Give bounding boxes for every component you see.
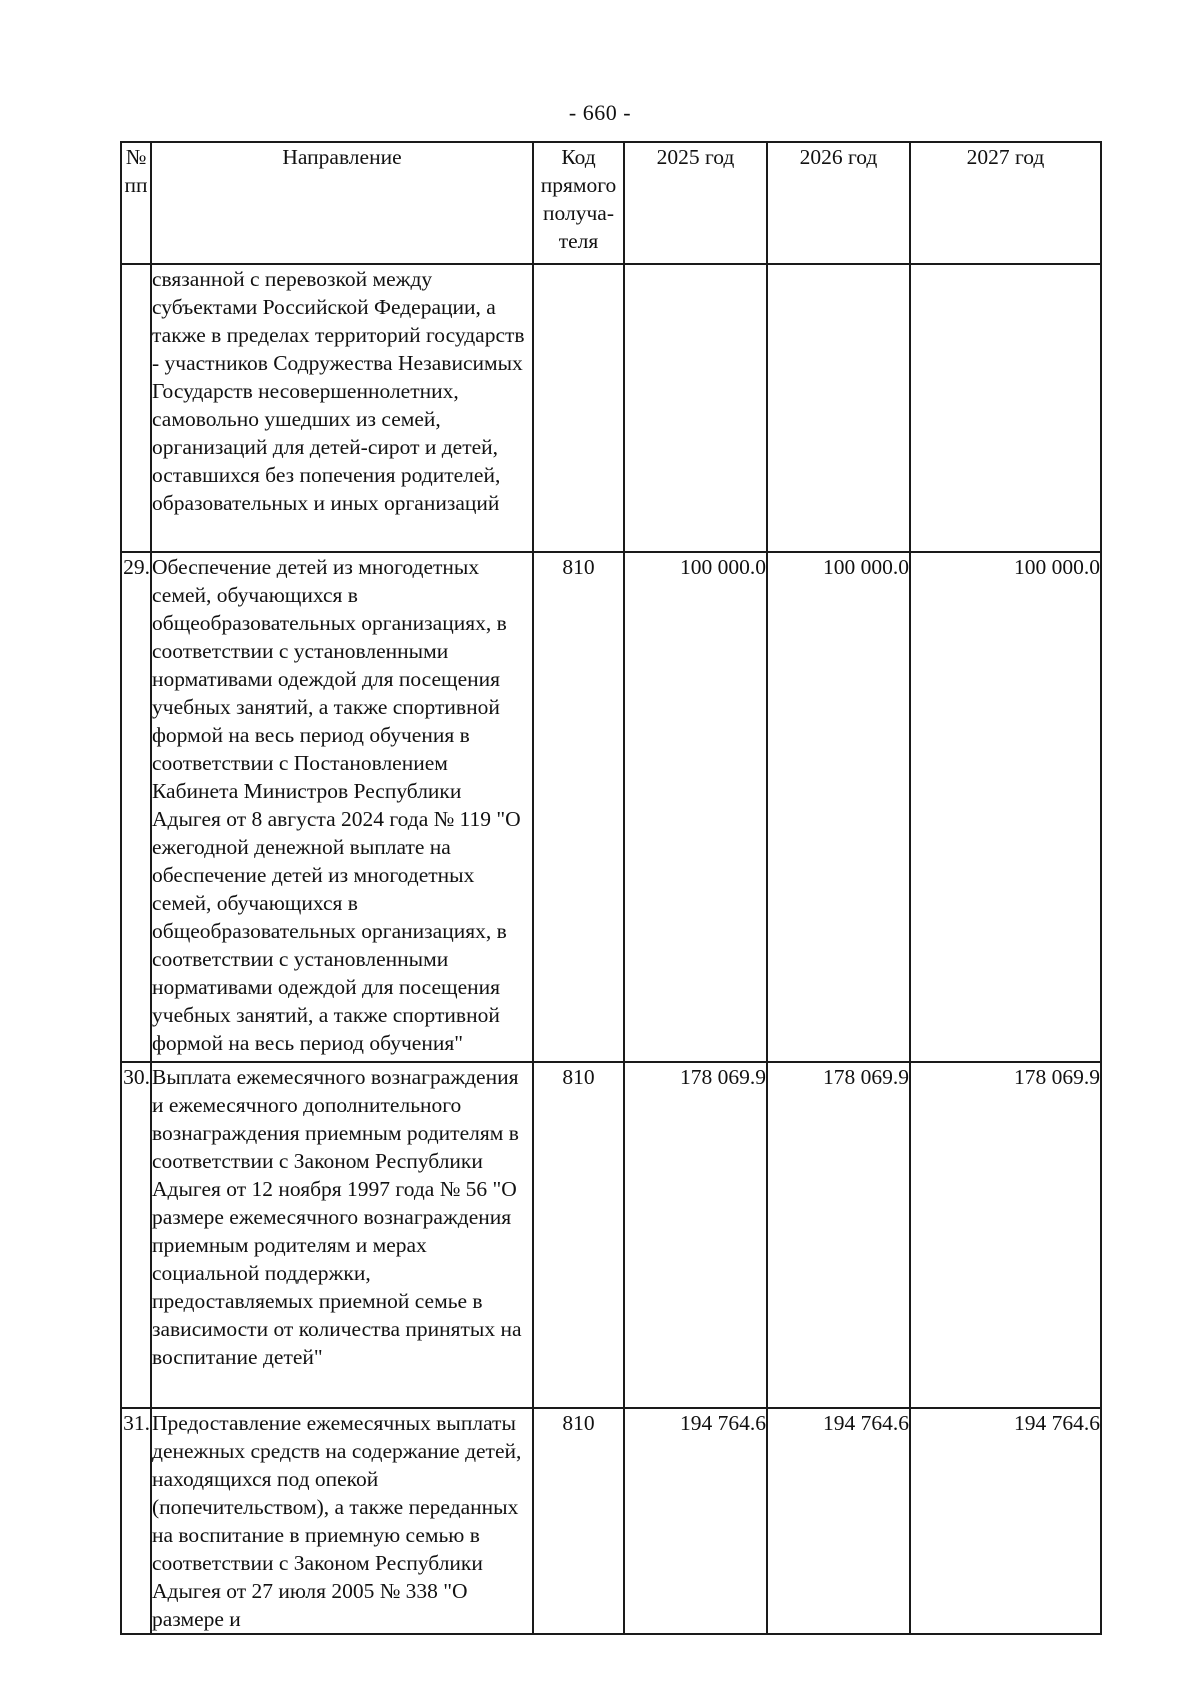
table-row <box>121 264 1101 552</box>
row-value-2025 <box>624 264 767 552</box>
row-value-2025: 178 069.9 <box>624 1062 767 1408</box>
row-value-2025: 100 000.0 <box>624 552 767 1062</box>
header-code: Код прямого получа-теля <box>533 142 624 264</box>
row-value-2025: 194 764.6 <box>624 1408 767 1634</box>
row-number: 31. <box>121 1408 151 1634</box>
header-2027: 2027 год <box>910 142 1101 264</box>
header-2025: 2025 год <box>624 142 767 264</box>
row-value-2026 <box>767 264 910 552</box>
row-direction: связанной с перевозкой между субъектами Российской Федерации, а также в пределах территорий государств - участников Содружества Независимых Государств несовершеннолетних, самовольно ушедших из семей, организаций для детей-сирот и детей, оставшихся без попечения родителей, образовательных и иных организаций <box>151 264 533 552</box>
header-direction: Направление <box>151 142 533 264</box>
row-value-2026: 178 069.9 <box>767 1062 910 1408</box>
header-2026: 2026 год <box>767 142 910 264</box>
row-direction: Выплата ежемесячного вознаграждения и ежемесячного дополнительного вознаграждения приемным родителям в соответствии с Законом Республики Адыгея от 12 ноября 1997 года № 56 "О размере ежемесячного вознаграждения приемным родителям и мерах социальной поддержки, предоставляемых приемной семье в зависимости от количества принятых на воспитание детей" <box>151 1062 533 1408</box>
table-row <box>121 1408 1101 1634</box>
row-value-2026: 194 764.6 <box>767 1408 910 1634</box>
row-value-2027: 100 000.0 <box>910 552 1101 1062</box>
row-value-2027: 178 069.9 <box>910 1062 1101 1408</box>
row-direction: Обеспечение детей из многодетных семей, обучающихся в общеобразовательных организациях, в соответствии с установленными нормативами одеждой для посещения учебных занятий, а также спортивной формой на весь период обучения в соответствии с Постановлением Кабинета Министров Республики Адыгея от 8 августа 2024 года № 119 "О ежегодной денежной выплате на обеспечение детей из многодетных семей, обучающихся в общеобразовательных организациях, в соответствии с установленными нормативами одеждой для посещения учебных занятий, а также спортивной формой на весь период обучения" <box>151 552 533 1062</box>
row-value-2027: 194 764.6 <box>910 1408 1101 1634</box>
row-number <box>121 264 151 552</box>
row-value-2027 <box>910 264 1101 552</box>
row-value-2026: 100 000.0 <box>767 552 910 1062</box>
row-direction: Предоставление ежемесячных выплаты денежных средств на содержание детей, находящихся под опекой (попечительством), а также переданных на воспитание в приемную семью в соответствии с Законом Республики Адыгея от 27 июля 2005 № 338 "О размере и <box>151 1408 533 1634</box>
table-row <box>121 552 1101 1062</box>
row-code: 810 <box>533 552 624 1062</box>
header-no: № пп <box>121 142 151 264</box>
row-code: 810 <box>533 1408 624 1634</box>
table-header-row <box>121 142 1101 264</box>
row-number: 29. <box>121 552 151 1062</box>
page-number: - 660 - <box>568 100 632 125</box>
row-code: 810 <box>533 1062 624 1408</box>
table-row <box>121 1062 1101 1408</box>
row-code <box>533 264 624 552</box>
row-number: 30. <box>121 1062 151 1408</box>
budget-table <box>120 141 1102 1635</box>
